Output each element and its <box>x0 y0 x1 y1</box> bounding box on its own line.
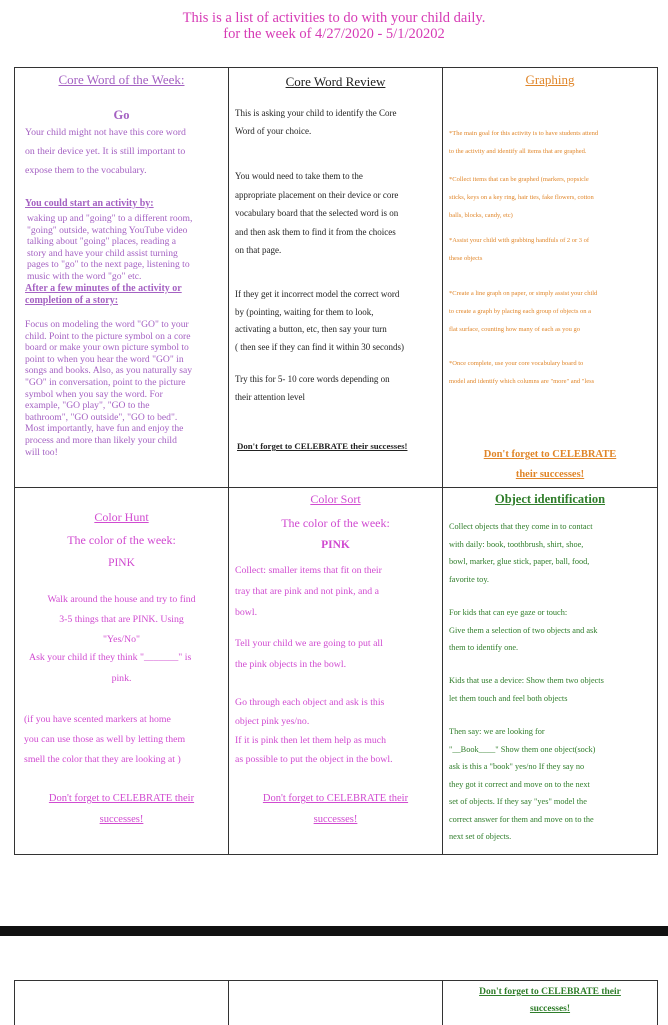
page-subtitle: for the week of 4/27/2020 - 5/1/20202 <box>0 26 668 42</box>
object-id-p3: Kids that use a device: Show them two objects let them touch and feel both objects <box>449 672 604 707</box>
core-review-p2: You would need to take them to the appropriate placement on their device or core vocabulary board that the selected word is on and then ask them to find it from the choices on that page. <box>235 167 398 260</box>
graphing-cell <box>443 68 658 488</box>
object-id-cell <box>443 488 658 855</box>
object-id-p1: Collect objects that they come in to contact with daily: book, toothbrush, shirt, shoe, bowl, marker, glue stick, paper, ball, food, favorite toy. <box>449 518 593 588</box>
next-page-celebrate: Don't forget to CELEBRATE their successes! <box>443 984 657 1018</box>
next-page-cell-3 <box>443 981 658 1025</box>
core-review-heading: Core Word Review <box>229 74 442 90</box>
core-review-p1: This is asking your child to identify the Core Word of your choice. <box>235 104 396 140</box>
core-review-cell <box>229 68 443 488</box>
activity-table <box>14 67 658 855</box>
color-hunt-sub: The color of the week: <box>15 533 228 548</box>
object-id-heading: Object identification <box>443 492 657 507</box>
graphing-p1: *The main goal for this activity is to have students attend to the activity and identify all items that are graphed. <box>449 125 598 161</box>
after-activity-heading: After a few minutes of the activity or completion of a story: <box>25 283 182 306</box>
start-activity-text: waking up and "going" to a different room, "going" outside, watching YouTube video talking about "going" places, reading a story and have your child assist turning pages to "go" to the next page, listening to music with the word "go" etc. <box>27 213 192 282</box>
color-sort-p1: Collect: smaller items that fit on their tray that are pink and not pink, and a bowl. <box>235 560 382 623</box>
graphing-celebrate: Don't forget to CELEBRATE their successes! <box>443 445 657 485</box>
color-sort-p2: Tell your child we are going to put all the pink objects in the bowl. <box>235 633 383 675</box>
color-sort-celebrate: Don't forget to CELEBRATE their successes! <box>229 788 442 830</box>
color-sort-heading: Color Sort <box>229 492 442 507</box>
color-hunt-p1: Walk around the house and try to find 3-5 things that are PINK. Using "Yes/No" <box>15 590 228 650</box>
next-page-cell-2 <box>229 981 443 1025</box>
graphing-p4: *Create a line graph on paper, or simply assist your child to create a graph by placing each group of objects on a flat surface, counting how many of each as you go <box>449 285 597 339</box>
core-word-intro: Your child might not have this core word on their device yet. It is still important to expose them to the vocabulary. <box>25 123 186 180</box>
page-divider <box>0 926 668 936</box>
color-sort-color: PINK <box>229 539 442 551</box>
color-hunt-p3: (if you have scented markers at home you can use those as well by letting them smell the color that they are looking at ) <box>24 710 185 770</box>
color-hunt-heading: Color Hunt <box>15 510 228 525</box>
after-activity-text: Focus on modeling the word "GO" to your child. Point to the picture symbol on a core board or make your own picture symbol to point to when you hear the word "GO" in songs and books. Also, as you naturally say "GO" in conversation, point to the picture symbol when you say the word. For example, "GO play", "GO to the bathroom", "GO outside", "GO to bed". Most importantly, have fun and enjoy the process and more than likely your child will too! <box>25 319 192 458</box>
color-sort-cell <box>229 488 443 855</box>
graphing-heading: Graphing <box>443 72 657 88</box>
core-word-cell <box>15 68 229 488</box>
color-hunt-p2a: Ask your child if they think "_______" is <box>29 652 191 663</box>
graphing-p3: *Assist your child with grabbing handfuls of 2 or 3 of these objects <box>449 232 589 268</box>
core-review-p4: Try this for 5- 10 core words depending on their attention level <box>235 371 390 406</box>
core-word-heading: Core Word of the Week: <box>15 72 228 88</box>
color-sort-p3: Go through each object and ask is this object pink yes/no. If it is pink then let them help as much as possible to put the object in the bowl. <box>235 693 393 769</box>
object-id-p2: For kids that can eye gaze or touch: Give them a selection of two objects and ask them to identify one. <box>449 604 597 657</box>
color-hunt-celebrate: Don't forget to CELEBRATE their successes! <box>15 788 228 830</box>
core-review-p3: If they get it incorrect model the correct word by (pointing, waiting for them to look, activating a button, etc, then say your turn ( then see if they can find it within 30 seconds) <box>235 286 404 356</box>
core-word-value: Go <box>15 108 228 123</box>
color-sort-sub: The color of the week: <box>229 516 442 531</box>
core-review-celebrate: Don't forget to CELEBRATE their successes! <box>237 441 407 451</box>
graphing-p5: *Once complete, use your core vocabulary board to model and identify which columns are "more" and "less <box>449 355 594 391</box>
next-page-table <box>14 980 658 1025</box>
color-hunt-p2b: pink. <box>15 673 228 684</box>
color-hunt-cell <box>15 488 229 855</box>
start-activity-heading: You could start an activity by: <box>25 198 154 209</box>
graphing-p2: *Collect items that can be graphed (markers, popsicle sticks, keys on a key ring, hair ties, fake flowers, cotton balls, blocks, candy, etc) <box>449 171 594 225</box>
object-id-p4: Then say: we are looking for "__Book____" Show them one object(sock) ask is this a "book" yes/no If they say no they got it correct and move on to the next set of objects. If they say "yes" model the correct answer for them and move on to the next set of objects. <box>449 723 595 846</box>
color-hunt-color: PINK <box>15 557 228 569</box>
next-page-cell-1 <box>15 981 229 1025</box>
page-title: This is a list of activities to do with your child daily. <box>0 10 668 26</box>
